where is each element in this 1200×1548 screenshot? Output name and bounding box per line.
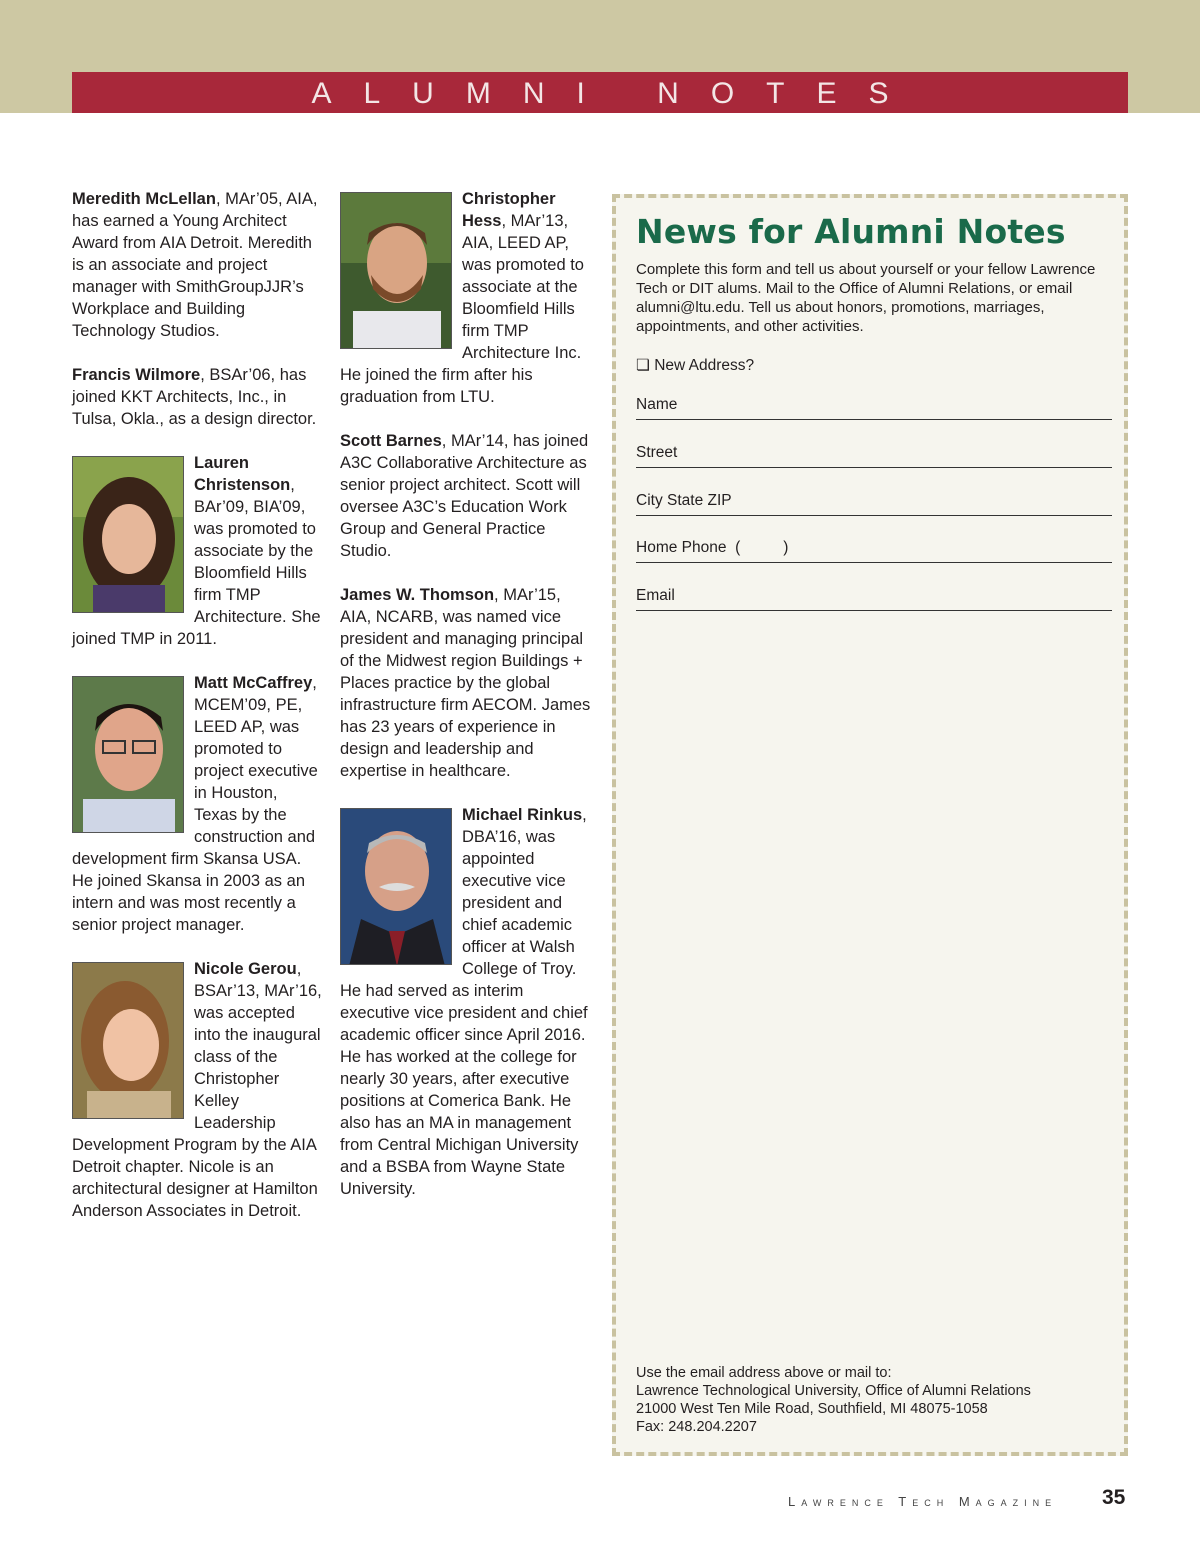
alumni-name: Scott Barnes [340, 432, 442, 450]
portrait-photo [72, 456, 184, 613]
alumni-name: Lauren Christenson [194, 454, 291, 494]
alumni-text: , BSAr’13, MAr’16, was accepted into the inaugural class of the Christopher Kelley Leadership Development Program by the AIA Detroit chapter. Nicole is an architectural designer at Hamilton Anderson Associates in Detroit. [72, 960, 322, 1220]
portrait-photo [72, 962, 184, 1119]
alumni-note [72, 672, 322, 936]
new-address-checkbox[interactable]: ❏ New Address? [636, 357, 755, 374]
alumni-note [340, 188, 592, 408]
alumni-note [72, 452, 322, 650]
city-state-zip-field[interactable]: City State ZIP [636, 490, 1112, 516]
fax-number: Fax: 248.204.2207 [636, 1419, 757, 1435]
alumni-note [72, 958, 322, 1222]
alumni-text: , MAr’13, AIA, LEED AP, was promoted to associate at the Bloomfield Hills firm TMP Architecture Inc. He joined the firm after his graduation from LTU. [340, 212, 584, 406]
form-footer [636, 1364, 1116, 1436]
name-field[interactable]: Name [636, 394, 1112, 420]
alumni-name: Christopher Hess [462, 190, 556, 230]
mailing-instruction: Use the email address above or mail to: [636, 1365, 892, 1381]
page-number: 35 [1102, 1486, 1126, 1509]
portrait-photo [72, 676, 184, 833]
alumni-text: , MAr’05, AIA, has earned a Young Architect Award from AIA Detroit. Meredith is an associate and project manager with SmithGroupJJR’s Workplace and Building Technology Studios. [72, 190, 318, 340]
alumni-text: , BSAr’06, has joined KKT Architects, Inc., in Tulsa, Okla., as a design director. [72, 366, 317, 428]
alumni-name: Michael Rinkus [462, 806, 583, 824]
alumni-note [340, 430, 592, 562]
mailing-address-line: 21000 West Ten Mile Road, Southfield, MI 48075-1058 [636, 1401, 988, 1417]
alumni-news-form [612, 194, 1128, 1456]
email-field[interactable]: Email [636, 585, 1112, 611]
street-field[interactable]: Street [636, 442, 1112, 468]
section-title-bar [72, 72, 1128, 113]
alumni-name: Francis Wilmore [72, 366, 201, 384]
alumni-text: , DBA’16, was appointed executive vice president and chief academic officer at Walsh College of Troy. He had served as interim executive vice president and chief academic officer since April 2016. He has worked at the college for nearly 30 years, after executive positions at Comerica Bank. He also has an MA in management from Central Michigan University and a BSBA from Wayne State University. [340, 806, 588, 1198]
home-phone-field[interactable]: Home Phone ( ) [636, 537, 1112, 563]
form-title: News for Alumni Notes [636, 212, 1066, 251]
alumni-name: James W. Thomson [340, 586, 495, 604]
alumni-name: Nicole Gerou [194, 960, 297, 978]
alumni-note [72, 188, 322, 342]
form-intro: Complete this form and tell us about yourself or your fellow Lawrence Tech or DIT alums. Mail to the Office of Alumni Relations, or email alumni@ltu.edu. Tell us about honors, promotions, marriages, appointments, and other activities. [636, 261, 1096, 335]
alumni-note [72, 364, 322, 430]
portrait-photo [340, 808, 452, 965]
alumni-text: , MAr’14, has joined A3C Collaborative Architecture as senior project architect. Scott will oversee A3C’s Education Work Group and General Practice Studio. [340, 432, 589, 560]
magazine-name: Lawrence Tech Magazine [788, 1494, 1058, 1509]
section-title: ALUMNI NOTES [311, 77, 921, 110]
alumni-name: Matt McCaffrey [194, 674, 313, 692]
column-left [72, 188, 322, 1244]
alumni-name: Meredith McLellan [72, 190, 216, 208]
alumni-text: , MCEM’09, PE, LEED AP, was promoted to project executive in Houston, Texas by the construction and development firm Skansa USA. He joined Skansa in 2003 as an intern and was most recently a senior project manager. [72, 674, 318, 934]
alumni-text: , MAr’15, AIA, NCARB, was named vice president and managing principal of the Midwest region Buildings + Places practice by the global infrastructure firm AECOM. James has 23 years of experience in design and leadership and expertise in healthcare. [340, 586, 591, 780]
alumni-text: , BAr’09, BIA’09, was promoted to associate by the Bloomfield Hills firm TMP Architecture. She joined TMP in 2011. [72, 476, 321, 648]
alumni-note [340, 584, 592, 782]
portrait-photo [340, 192, 452, 349]
alumni-note [340, 804, 592, 1200]
mailing-address-line: Lawrence Technological University, Office of Alumni Relations [636, 1383, 1031, 1399]
column-middle [340, 188, 592, 1222]
